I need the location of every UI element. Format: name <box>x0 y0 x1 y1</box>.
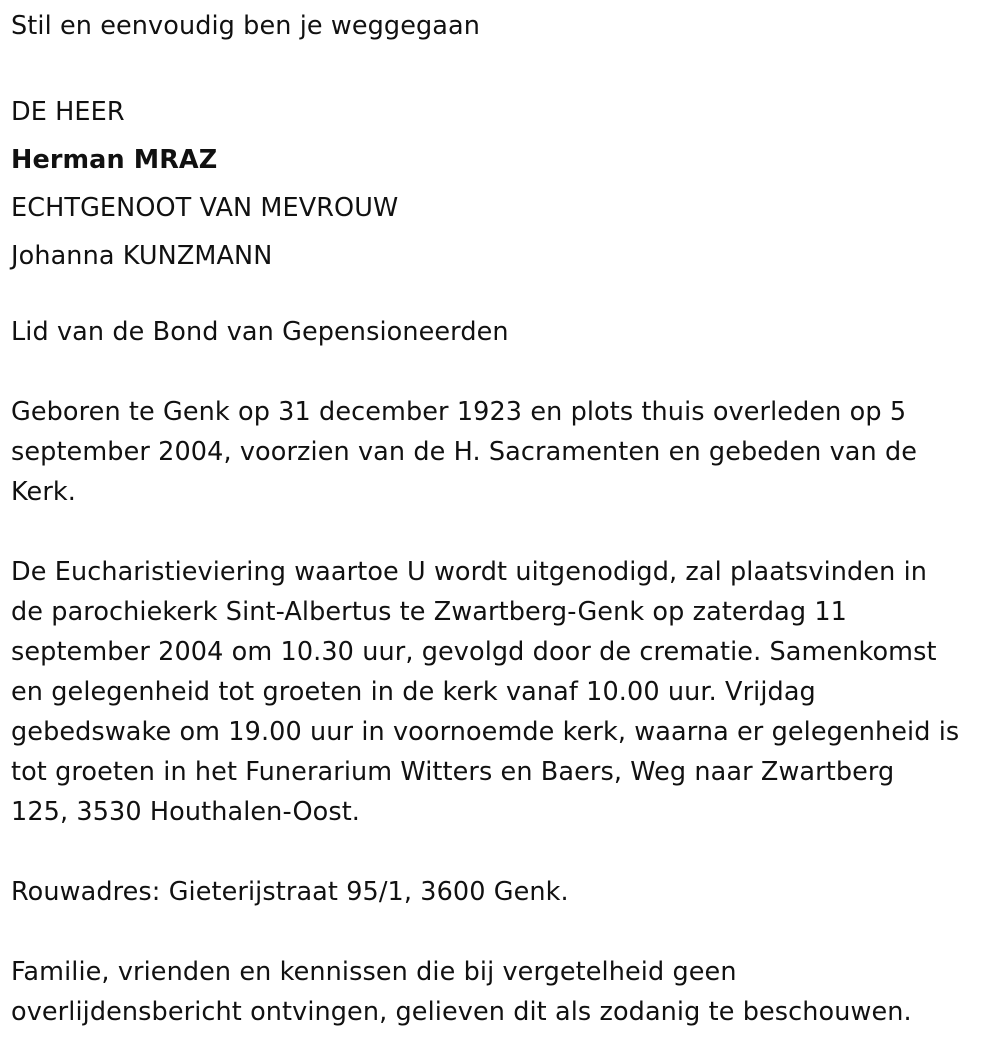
spouse-name: Johanna KUNZMANN <box>11 241 273 271</box>
spouse-label: ECHTGENOOT VAN MEVROUW <box>11 193 399 223</box>
paragraph-line: 125, 3530 Houthalen-Oost. <box>11 797 361 827</box>
spacer <box>11 352 991 392</box>
obituary-notice <box>11 0 991 1032</box>
opening-line: Stil en eenvoudig ben je weggegaan <box>11 11 480 41</box>
spacer <box>11 512 991 552</box>
paragraph-line: september 2004 om 10.30 uur, gevolgd door de crematie. Samenkomst <box>11 637 937 667</box>
paragraph-line: gebedswake om 19.00 uur in voornoemde kerk, waarna er gelegenheid is <box>11 717 960 747</box>
birth-death-paragraph <box>11 392 991 512</box>
paragraph-line: tot groeten in het Funerarium Witters en Baers, Weg naar Zwartberg <box>11 757 895 787</box>
spacer <box>11 832 991 872</box>
spacer <box>11 46 991 86</box>
honorific: DE HEER <box>11 97 125 127</box>
paragraph-line: en gelegenheid tot groeten in de kerk vanaf 10.00 uur. Vrijdag <box>11 677 816 707</box>
paragraph-line: Geboren te Genk op 31 december 1923 en plots thuis overleden op 5 <box>11 397 907 427</box>
paragraph-line: september 2004, voorzien van de H. Sacramenten en gebeden van de <box>11 437 918 467</box>
mourning-address: Rouwadres: Gieterijstraat 95/1, 3600 Genk. <box>11 877 569 907</box>
membership-line: Lid van de Bond van Gepensioneerden <box>11 317 509 347</box>
paragraph-line: Familie, vrienden en kennissen die bij vergetelheid geen <box>11 957 737 987</box>
paragraph-line: De Eucharistieviering waartoe U wordt uitgenodigd, zal plaatsvinden in <box>11 557 928 587</box>
spacer <box>11 912 991 952</box>
spacer <box>11 280 991 312</box>
paragraph-line: overlijdensbericht ontvingen, gelieven dit als zodanig te beschouwen. <box>11 997 912 1027</box>
ceremony-paragraph <box>11 552 991 832</box>
paragraph-line: Kerk. <box>11 477 76 507</box>
closing-paragraph <box>11 952 991 1032</box>
paragraph-line: de parochiekerk Sint-Albertus te Zwartberg-Genk op zaterdag 11 <box>11 597 848 627</box>
deceased-name: Herman MRAZ <box>11 145 218 175</box>
